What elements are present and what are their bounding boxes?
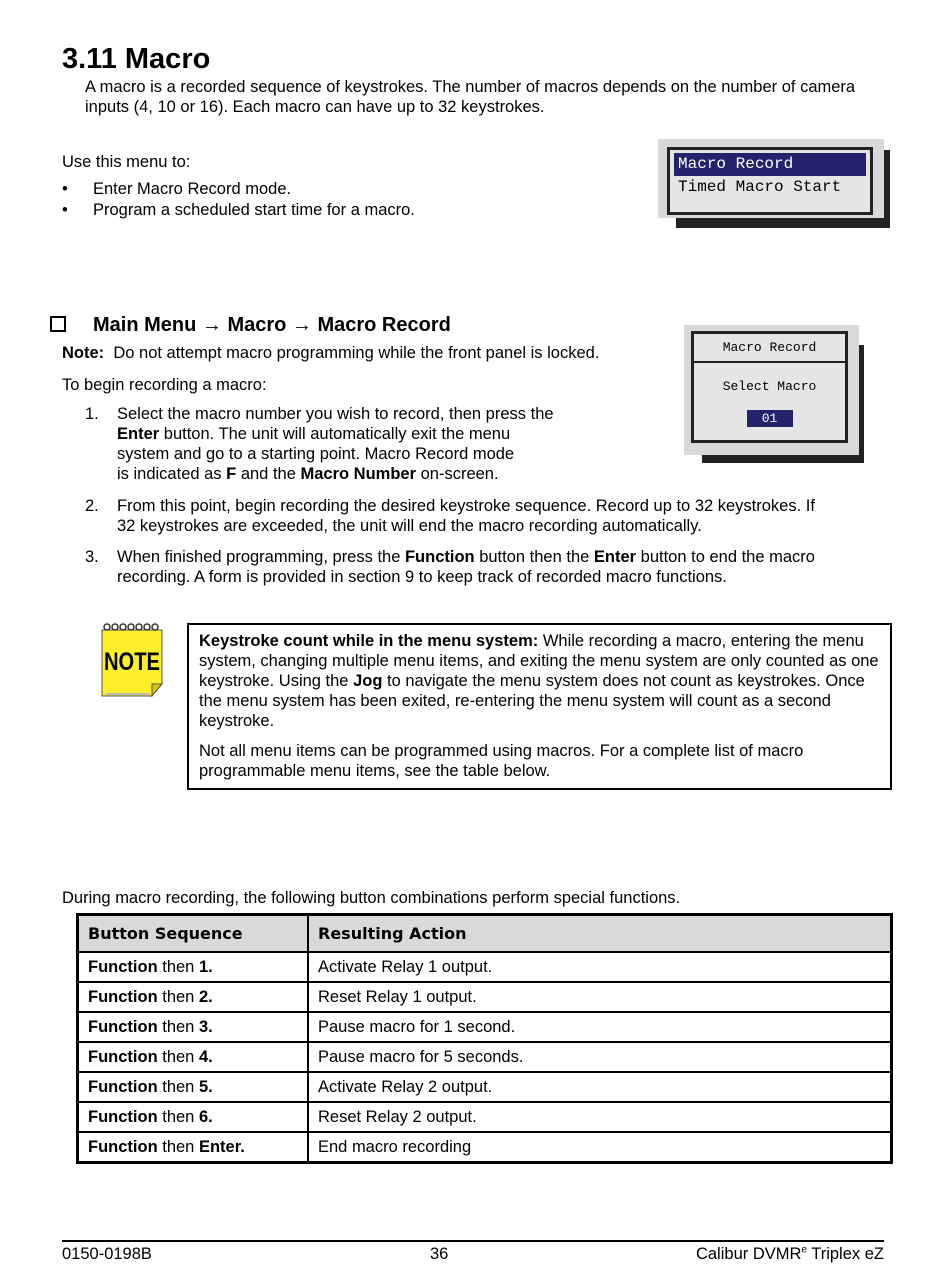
record-screen-subtitle: Select Macro [722,379,817,394]
menu-screen [658,139,884,218]
step-1: 1. Select the macro number you wish to record, then press the Enter button. The unit will automatically exit the menu system and go to a starting point. Macro Record mode is indicated as F and the Macro Number on-screen. [85,405,554,483]
step-3: 3. When finished programming, press the Function button then the Enter button to end the macro recording. A form is provided in section 9 to keep track of recorded macro functions. [85,548,815,586]
table-header-row [78,915,892,953]
note-icon [100,622,166,698]
menu-screen-inner [667,147,873,215]
record-screen-inner [691,331,848,443]
note-line: Note: Do not attempt macro programming while the front panel is locked. [62,344,600,362]
footer-page-number: 36 [430,1245,449,1263]
during-text: During macro recording, the following button combinations perform special functions. [62,889,681,907]
menu-item-timed-macro-start: Timed Macro Start [678,178,842,196]
intro-paragraph: A macro is a recorded sequence of keystrokes. The number of macros depends on the number of camera inputs (4, 10 or 16). Each macro can have up to 32 keystrokes. [85,78,856,116]
table-row: Function then 1. Activate Relay 1 output. [78,952,892,982]
table-row: Function then 3. Pause macro for 1 second. [78,1012,892,1042]
table-row: Function then 5. Activate Relay 2 output. [78,1072,892,1102]
record-screen-value: 01 [747,410,793,427]
footer-divider [62,1240,884,1242]
table-row: Function then Enter. End macro recording [78,1132,892,1163]
table-row: Function then 2. Reset Relay 1 output. [78,982,892,1012]
record-screen-title: Macro Record [694,334,845,363]
note-paragraph-2: Not all menu items can be programmed using macros. For a complete list of macro programmable menu items, see the table below. [199,742,804,780]
table-header-cell: Resulting Action [308,915,892,953]
footer-doc-number: 0150-0198B [62,1245,152,1263]
bullet-list [62,179,622,221]
note-paragraph-1: Keystroke count while in the menu system: While recording a macro, entering the menu system, changing multiple menu items, and exiting the menu system are only counted as one keystroke. Using the Jog to navigate the menu system does not count as keystrokes. Once the menu system has been exited, re-entering the menu system will count as a second keystroke. [199,632,879,730]
begin-text: To begin recording a macro: [62,376,267,394]
bullet-item: • Program a scheduled start time for a macro. [62,201,415,219]
bullet-dot-icon: • [62,180,68,198]
button-sequence-table [76,913,893,1164]
footer-product-name: Calibur DVMR$^e$ Triplex eZ [695,1244,884,1263]
note-icon-label: NOTE [104,648,160,676]
subsection-title: Main Menu → Macro → Macro Record [93,314,451,336]
table-row: Function then 4. Pause macro for 5 seconds. [78,1042,892,1072]
use-menu-text: Use this menu to: [62,153,191,171]
record-screen [684,325,859,455]
table-row: Function then 6. Reset Relay 2 output. [78,1102,892,1132]
checkbox-square-icon [50,316,66,332]
bullet-dot-icon: • [62,201,68,219]
note-box [187,623,892,790]
menu-item-macro-record: Macro Record [674,153,866,176]
table-header-cell: Button Sequence [78,915,309,953]
section-title: 3.11 Macro [62,43,211,75]
bullet-item: • Enter Macro Record mode. [62,180,292,198]
step-2: 2. From this point, begin recording the desired keystroke sequence. Record up to 32 keystrokes. If 32 keystrokes are exceeded, the unit will end the macro recording automatically. [85,497,815,535]
